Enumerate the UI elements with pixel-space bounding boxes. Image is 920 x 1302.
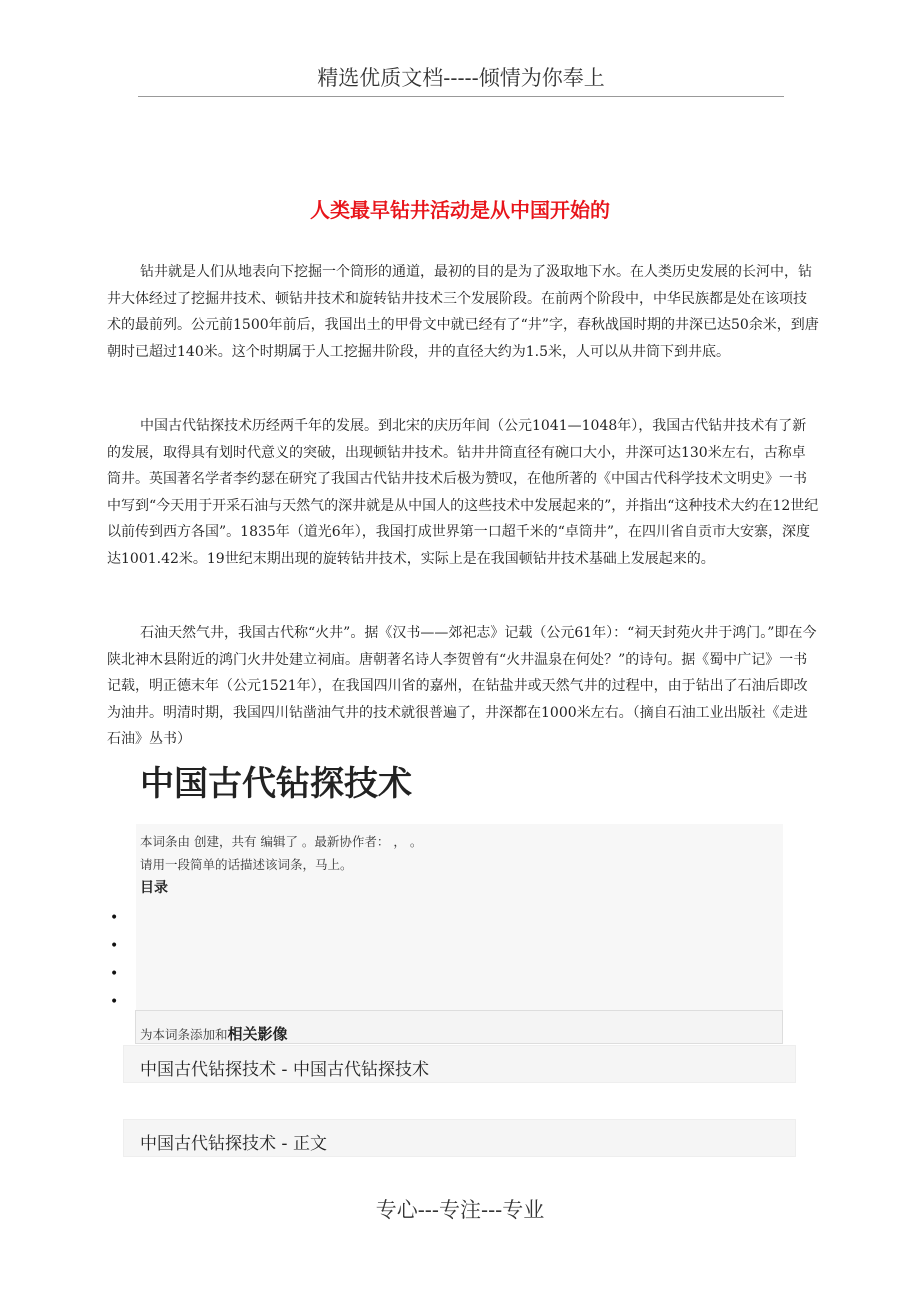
article-title: 人类最早钻井活动是从中国开始的 [310,198,610,222]
section-title: 中国古代钻探技术 - 中国古代钻探技术 [140,1060,429,1080]
wiki-heading: 中国古代钻探技术 [140,764,412,804]
article-paragraph-1: 钻井就是人们从地表向下挖掘一个筒形的通道，最初的目的是为了汲取地下水。在人类历史发展的长河中，钻井大体经过了挖掘井技术、顿钻井技术和旋转钻井技术三个发展阶段。在前两个阶段中，中华民族都是处在该项技术的最前列。公元前1500年前后，我国出土的甲骨文中就已经有了“井”字，春秋战国时期的井深已达50余米，到唐朝时已超过140米。这个时期属于人工挖掘井阶段，井的直径大约为1.5米，人可以从井筒下到井底。 [107,264,819,360]
toc-bullet[interactable]: • [110,966,119,982]
add-image-prefix: 为本词条添加和 [140,1027,228,1042]
section-title: 中国古代钻探技术 - 正文 [140,1134,327,1154]
toc-bullet[interactable]: • [110,994,119,1010]
related-images-link[interactable]: 相关影像 [227,1025,288,1043]
wiki-meta-line: 本词条由 创建，共有 编辑了 。最新协作者： ， 。 [140,834,423,849]
toc-bullet[interactable]: • [110,938,119,954]
toc-title: 目录 [140,880,168,896]
add-image-text[interactable] [140,1023,288,1044]
toc-bullet[interactable]: • [110,910,119,926]
page-header: 精选优质文档-----倾情为你奉上 [138,62,784,97]
wiki-infobox [136,824,783,1010]
wiki-summary-prompt: 请用一段简单的话描述该词条，马上。 [140,857,353,872]
article-paragraph-3: 石油天然气井，我国古代称“火井”。据《汉书——郊祀志》记载（公元61年）：“祠天封苑火井于鸿门。”即在今陕北神木县附近的鸿门火井处建立祠庙。唐朝著名诗人李贺曾有“火井温泉在何处？”的诗句。据《蜀中广记》一书记载，明正德末年（公元1521年），在我国四川省的嘉州，在钻盐井或天然气井的过程中，由于钻出了石油后即改为油井。明清时期，我国四川钻凿油气井的技术就很普遍了，井深都在1000米左右。（摘自石油工业出版社《走进石油》丛书） [107,625,817,748]
article-paragraph-2: 中国古代钻探技术历经两千年的发展。到北宋的庆历年间（公元1041—1048年），我国古代钻井技术有了新的发展，取得具有划时代意义的突破，出现顿钻井技术。钻井井筒直径有碗口大小，井深可达130米左右，古称卓筒井。英国著名学者李约瑟在研究了我国古代钻井技术后极为赞叹，在他所著的《中国古代科学技术文明史》一书中写到“今天用于开采石油与天然气的深井就是从中国人的这些技术中发展起来的”，并指出“这种技术大约在12世纪以前传到西方各国”。1835年（道光6年），我国打成世界第一口超千米的“卓筒井”，在四川省自贡市大安寨，深度达1001.42米。19世纪末期出现的旋转钻井技术，实际上是在我国顿钻井技术基础上发展起来的。 [107,418,819,567]
page-footer: 专心---专注---专业 [375,1198,545,1222]
